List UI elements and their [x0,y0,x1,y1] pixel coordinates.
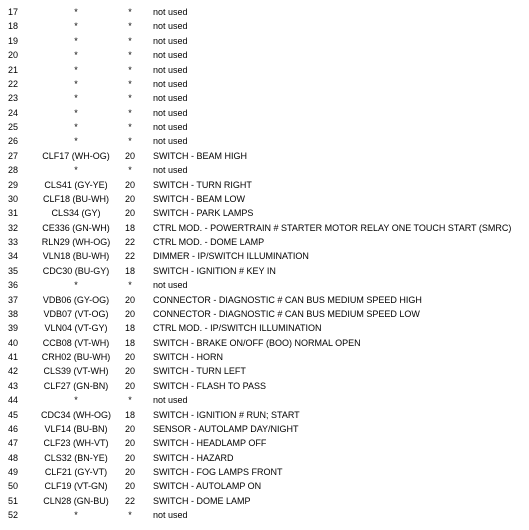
circuit-code: CLS41 (GY-YE) [44,179,108,190]
circuit-function: not used [153,107,188,118]
wire-gauge: * [128,122,132,132]
wire-gauge: 20 [124,366,135,377]
circuit-function: SWITCH - IGNITION # RUN; START [153,409,300,420]
pin-number: 32 [8,222,19,233]
table-row [0,77,529,91]
wire-gauge: * [128,7,132,17]
wire-gauge: * [128,93,132,104]
pin-number: 45 [8,409,19,420]
circuit-function: DIMMER - IP/SWITCH ILLUMINATION [153,251,309,262]
pin-number: 19 [8,35,19,46]
circuit-function: CTRL MOD. - POWERTRAIN # STARTER MOTOR RELAY ONE TOUCH START (SMRC) [153,222,512,233]
circuit-function: SENSOR - AUTOLAMP DAY/NIGHT [153,423,299,434]
circuit-code: CE336 (GN-WH) [42,222,110,233]
circuit-code: * [74,395,78,406]
circuit-code: CCB08 (VT-WH) [42,337,110,348]
wire-gauge: * [128,21,132,32]
pin-number: 17 [8,7,19,17]
table-row [0,34,529,48]
table-row [0,235,529,249]
circuit-code: * [74,21,78,32]
pin-number: 52 [8,510,19,521]
circuit-function: not used [153,280,188,291]
wire-gauge: * [128,165,132,176]
circuit-function: SWITCH - AUTOLAMP ON [153,481,262,492]
circuit-code: * [74,280,78,291]
circuit-code: * [74,165,78,176]
circuit-code: CLS39 (VT-WH) [43,366,109,377]
wire-gauge: 22 [124,495,135,506]
pin-number: 48 [8,452,19,463]
table-row [0,494,529,508]
table-row [0,120,529,134]
wire-gauge: 20 [124,467,135,477]
table-row [0,393,529,407]
circuit-function: CTRL MOD. - DOME LAMP [153,237,265,247]
wire-gauge: 20 [124,380,135,391]
circuit-code: * [74,136,78,147]
circuit-code: CLF18 (BU-WH) [42,193,109,204]
wire-gauge: * [128,78,132,89]
circuit-function: not used [153,136,188,147]
pin-number: 18 [8,21,19,32]
circuit-function: CONNECTOR - DIAGNOSTIC # CAN BUS MEDIUM SPEED LOW [153,308,420,319]
circuit-code: CLF27 (GN-BN) [43,380,109,391]
wire-gauge: 20 [124,193,135,204]
pin-number: 31 [8,208,19,219]
table-row [0,436,529,450]
pin-number: 23 [8,93,19,104]
pin-number: 40 [8,337,19,348]
wire-gauge: 18 [124,323,135,334]
pin-number: 38 [8,308,19,319]
table-row [0,379,529,393]
circuit-function: CTRL MOD. - IP/SWITCH ILLUMINATION [153,323,322,334]
circuit-function: not used [153,510,188,521]
circuit-code: * [74,50,78,61]
table-row [0,422,529,436]
circuit-code: VLN18 (BU-WH) [42,251,110,262]
circuit-function: SWITCH - IGNITION # KEY IN [153,265,276,276]
circuit-function: SWITCH - BEAM LOW [153,193,245,204]
circuit-code: CLF23 (WH-VT) [43,438,109,449]
table-row [0,134,529,148]
wire-gauge: 20 [124,352,135,362]
wire-gauge: * [128,107,132,118]
pin-number: 34 [8,251,19,262]
circuit-code: * [74,510,78,521]
table-row [0,192,529,206]
table-row [0,206,529,220]
circuit-code: CLF21 (GY-VT) [44,467,108,477]
wire-gauge: 18 [124,337,135,348]
table-row [0,451,529,465]
pin-number: 41 [8,352,19,362]
wire-gauge: 20 [124,179,135,190]
wire-gauge: 20 [124,294,135,305]
wire-gauge: * [128,50,132,61]
circuit-function: SWITCH - HORN [153,352,223,362]
table-row [0,264,529,278]
table-row [0,321,529,335]
wire-gauge: 20 [124,308,135,319]
pin-number: 47 [8,438,19,449]
wire-gauge: * [128,136,132,147]
wire-gauge: 18 [124,409,135,420]
pin-number: 33 [8,237,19,247]
circuit-function: SWITCH - TURN RIGHT [153,179,252,190]
circuit-code: CLS34 (GY) [51,208,101,219]
pin-number: 24 [8,107,19,118]
circuit-function: SWITCH - HAZARD [153,452,234,463]
table-row [0,178,529,192]
pin-number: 39 [8,323,19,334]
wire-gauge: 18 [124,222,135,233]
table-row [0,307,529,321]
pin-number: 20 [8,50,19,61]
table-row [0,5,529,19]
wire-gauge: * [128,280,132,291]
table-row [0,221,529,235]
circuit-code: RLN29 (WH-OG) [41,237,111,247]
circuit-code: * [74,78,78,89]
table-row [0,465,529,479]
pin-number: 30 [8,193,19,204]
circuit-function: not used [153,93,188,104]
wire-gauge: 20 [124,481,135,492]
table-row [0,508,529,522]
pin-number: 42 [8,366,19,377]
pin-number: 46 [8,423,19,434]
table-row [0,336,529,350]
wire-gauge: 20 [124,423,135,434]
circuit-function: SWITCH - BRAKE ON/OFF (BOO) NORMAL OPEN [153,337,361,348]
circuit-function: SWITCH - FLASH TO PASS [153,380,267,391]
wire-gauge: * [128,64,132,75]
circuit-code: CLF17 (WH-OG) [42,150,110,161]
circuit-function: SWITCH - DOME LAMP [153,495,251,506]
pin-number: 51 [8,495,19,506]
pin-number: 37 [8,294,19,305]
pinout-rows [0,5,529,523]
circuit-code: VLN04 (VT-GY) [44,323,108,334]
circuit-code: CLF19 (VT-GN) [44,481,108,492]
wire-gauge: 20 [124,452,135,463]
circuit-function: SWITCH - TURN LEFT [153,366,246,377]
circuit-function: SWITCH - BEAM HIGH [153,150,247,161]
pin-number: 27 [8,150,19,161]
table-row [0,278,529,292]
pin-number: 29 [8,179,19,190]
circuit-code: * [74,35,78,46]
circuit-code: CLN28 (GN-BU) [43,495,109,506]
table-row [0,364,529,378]
table-row [0,63,529,77]
circuit-code: VDB07 (VT-OG) [43,308,109,319]
circuit-function: not used [153,165,188,176]
wire-gauge: 20 [124,438,135,449]
pin-number: 28 [8,165,19,176]
table-row [0,19,529,33]
pin-number: 49 [8,467,19,477]
table-row [0,293,529,307]
wire-gauge: 18 [124,265,135,276]
circuit-code: CLS32 (BN-YE) [44,452,108,463]
pin-number: 21 [8,64,19,75]
circuit-code: * [74,122,78,132]
pin-number: 35 [8,265,19,276]
table-row [0,91,529,105]
table-row [0,149,529,163]
circuit-code: CDC30 (BU-GY) [42,265,110,276]
circuit-function: CONNECTOR - DIAGNOSTIC # CAN BUS MEDIUM SPEED HIGH [153,294,422,305]
wire-gauge: * [128,35,132,46]
wire-gauge: 22 [124,251,135,262]
circuit-code: * [74,7,78,17]
wire-gauge: * [128,395,132,406]
circuit-code: VDB06 (GY-OG) [42,294,110,305]
circuit-function: not used [153,35,188,46]
table-row [0,350,529,364]
table-row [0,249,529,263]
circuit-function: SWITCH - FOG LAMPS FRONT [153,467,283,477]
circuit-function: not used [153,21,188,32]
pin-number: 44 [8,395,19,406]
circuit-function: not used [153,122,188,132]
pin-number: 36 [8,280,19,291]
circuit-function: SWITCH - HEADLAMP OFF [153,438,267,449]
table-row [0,479,529,493]
table-row [0,163,529,177]
connector-pinout-table [0,5,529,523]
circuit-function: not used [153,64,188,75]
pin-number: 22 [8,78,19,89]
table-row [0,48,529,62]
circuit-function: not used [153,50,188,61]
wire-gauge: 22 [124,237,135,247]
table-row [0,408,529,422]
wire-gauge: 20 [124,208,135,219]
circuit-code: VLF14 (BU-BN) [44,423,108,434]
circuit-function: not used [153,78,188,89]
circuit-code: CRH02 (BU-WH) [41,352,111,362]
circuit-code: * [74,107,78,118]
circuit-code: * [74,93,78,104]
pin-number: 25 [8,122,19,132]
table-row [0,106,529,120]
circuit-function: not used [153,395,188,406]
circuit-code: CDC34 (WH-OG) [41,409,111,420]
circuit-function: not used [153,7,188,17]
pin-number: 26 [8,136,19,147]
wire-gauge: 20 [124,150,135,161]
circuit-code: * [74,64,78,75]
pin-number: 50 [8,481,19,492]
circuit-function: SWITCH - PARK LAMPS [153,208,254,219]
wire-gauge: * [128,510,132,521]
pin-number: 43 [8,380,19,391]
